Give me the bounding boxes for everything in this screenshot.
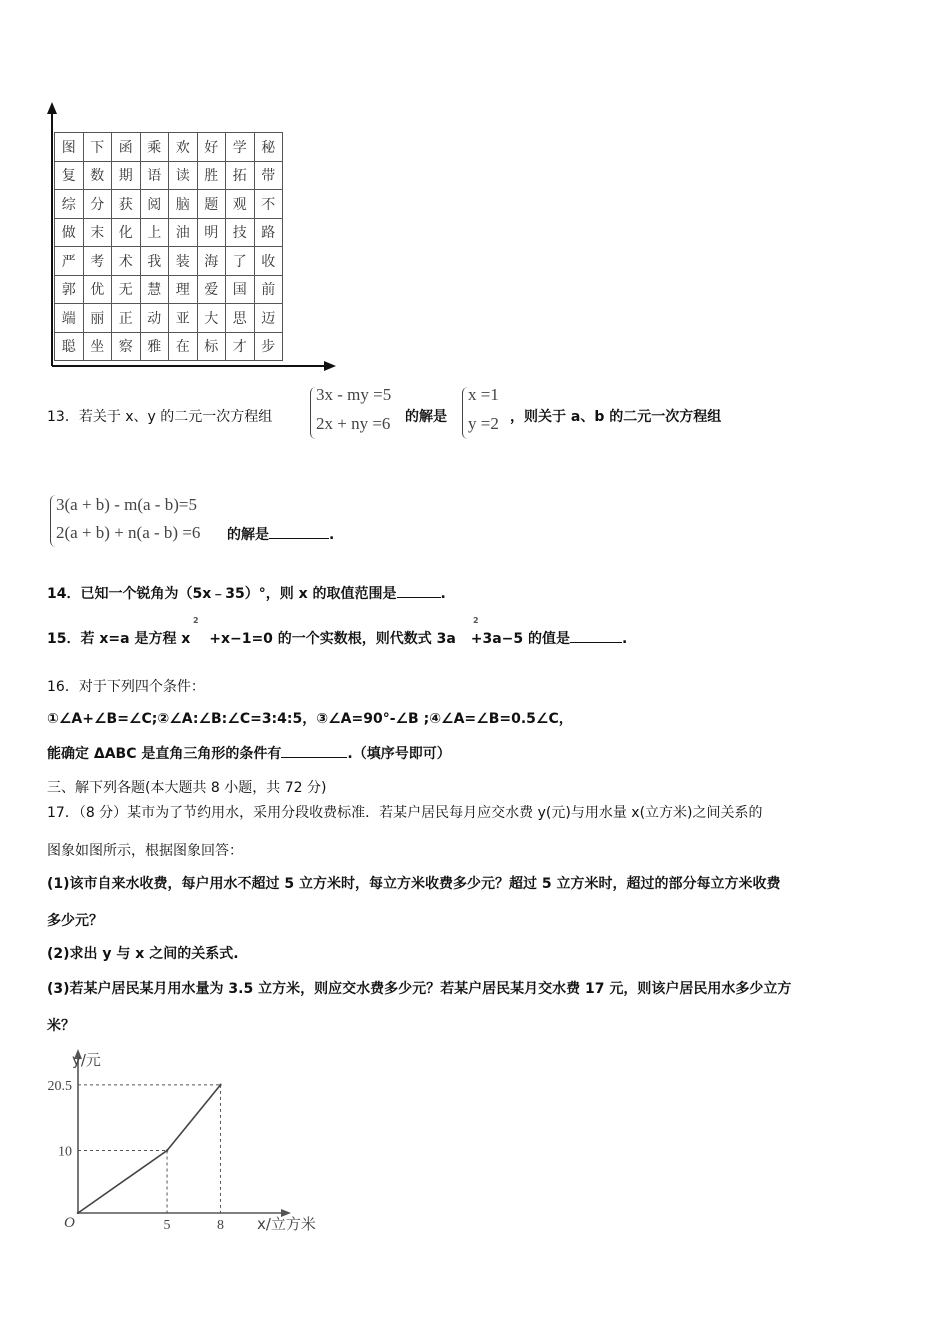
grid-cell: 海 [197, 247, 226, 276]
grid-cell: 装 [169, 247, 198, 276]
grid-cell: 无 [112, 275, 141, 304]
grid-cell: 做 [55, 218, 84, 247]
data-point [166, 1149, 168, 1151]
grid-cell: 函 [112, 133, 141, 162]
grid-cell: 端 [55, 304, 84, 333]
grid-cell: 收 [254, 247, 283, 276]
grid-cell: 脑 [169, 190, 198, 219]
section-3-title: 三、解下列各题(本大题共 8 小题，共 72 分) [47, 780, 327, 796]
grid-cell: 油 [169, 218, 198, 247]
grid-cell: 郭 [55, 275, 84, 304]
grid-cell: 下 [83, 133, 112, 162]
q13-sol-row2: y =2 [468, 414, 499, 433]
grid-cell: 阅 [140, 190, 169, 219]
grid-cell: 上 [140, 218, 169, 247]
q17-line3: (1)该市自来水收费，每户用水不超过 5 立方米时，每立方米收费多少元？超过 5 立方米时，超过的部分每立方米收费 [47, 876, 781, 892]
grid-cell: 优 [83, 275, 112, 304]
grid-cell: 末 [83, 218, 112, 247]
grid-cell: 严 [55, 247, 84, 276]
x-tick-label: 5 [163, 1218, 171, 1233]
q13-suffix: ，则关于 a、b 的二元一次方程组 [510, 409, 722, 425]
grid-cell: 秘 [254, 133, 283, 162]
grid-cell: 术 [112, 247, 141, 276]
q13-sys1-row1: 3x - my =5 [316, 385, 392, 404]
grid-cell: 化 [112, 218, 141, 247]
q13-prefix: 13．若关于 x、y 的二元一次方程组 [47, 409, 273, 425]
grid-cell: 标 [197, 332, 226, 361]
question-13-system2 [47, 495, 547, 551]
grid-cell: 学 [226, 133, 255, 162]
grid-cell: 步 [254, 332, 283, 361]
q17-line2: 图象如图所示，根据图象回答： [47, 843, 243, 859]
grid-cell: 聪 [55, 332, 84, 361]
grid-row [55, 304, 283, 333]
q17-line6: (3)若某户居民某月用水量为 3.5 立方米，则应交水费多少元？若某户居民某月交水费 17 元，则该户居民用水多少立方 [47, 981, 792, 997]
grid-cell: 才 [226, 332, 255, 361]
grid-cell: 正 [112, 304, 141, 333]
grid-row [55, 161, 283, 190]
grid-cell: 思 [226, 304, 255, 333]
q15-part1: 15．若 x=a 是方程 x [47, 631, 191, 647]
fee-line-series [78, 1085, 220, 1213]
grid-cell: 乘 [140, 133, 169, 162]
q17-line1: 17．（8 分）某市为了节约用水，采用分段收费标准．若某户居民每月应交水费 y(元)与用水量 x(立方米)之间关系的 [47, 805, 763, 821]
grid-row [55, 247, 283, 276]
y-tick-label: 10 [58, 1144, 72, 1160]
grid-cell: 国 [226, 275, 255, 304]
grid-cell: 坐 [83, 332, 112, 361]
char-grid-table [54, 132, 283, 361]
answer-blank-13[interactable] [269, 524, 329, 539]
q13-sys1-row2: 2x + ny =6 [316, 414, 391, 433]
grid-cell: 综 [55, 190, 84, 219]
grid-row [55, 133, 283, 162]
answer-blank-15[interactable] [570, 628, 622, 643]
grid-cell: 迈 [254, 304, 283, 333]
grid-cell: 考 [83, 247, 112, 276]
grid-cell: 大 [197, 304, 226, 333]
grid-cell: 胜 [197, 161, 226, 190]
grid-cell: 数 [83, 161, 112, 190]
grid-cell: 了 [226, 247, 255, 276]
grid-cell: 在 [169, 332, 198, 361]
grid-cell: 技 [226, 218, 255, 247]
grid-cell: 图 [55, 133, 84, 162]
grid-cell: 题 [197, 190, 226, 219]
grid-cell: 语 [140, 161, 169, 190]
water-fee-chart [40, 1045, 340, 1240]
q17-line7: 米？ [47, 1018, 75, 1034]
data-point [219, 1084, 221, 1086]
character-grid-figure [40, 100, 340, 375]
grid-cell: 分 [83, 190, 112, 219]
grid-cell: 好 [197, 133, 226, 162]
origin-label: O [64, 1215, 75, 1231]
grid-cell: 获 [112, 190, 141, 219]
grid-cell: 读 [169, 161, 198, 190]
q14-text: 14．已知一个锐角为（5x﹣35）°，则 x 的取值范围是 [47, 586, 397, 602]
question-13 [47, 387, 907, 443]
grid-cell: 亚 [169, 304, 198, 333]
q13-tail: 的解是 . [227, 524, 334, 544]
q15-sup2: 2 [473, 616, 479, 625]
q13-sol-row1: x =1 [468, 385, 499, 404]
grid-cell: 明 [197, 218, 226, 247]
x-tick-label: 8 [216, 1218, 224, 1233]
grid-cell: 路 [254, 218, 283, 247]
q15-part3: +3a−5 的值是 [470, 631, 570, 647]
grid-cell: 带 [254, 161, 283, 190]
y-arrow-icon [47, 102, 57, 114]
grid-row [55, 332, 283, 361]
grid-cell: 动 [140, 304, 169, 333]
grid-cell: 爱 [197, 275, 226, 304]
grid-cell: 欢 [169, 133, 198, 162]
grid-cell: 慧 [140, 275, 169, 304]
x-arrow-icon [324, 361, 336, 371]
q13-sys2-row1: 3(a + b) - m(a - b)=5 [56, 495, 197, 514]
question-15: 15．若 x=a 是方程 x 2 +x−1=0 的一个实数根，则代数式 3a 2 +3a−5 的值是 . [47, 616, 628, 647]
q16-line1: 16．对于下列四个条件： [47, 679, 205, 695]
answer-blank-16[interactable] [281, 743, 347, 758]
grid-row [55, 218, 283, 247]
q17-line5: (2)求出 y 与 x 之间的关系式. [47, 946, 239, 962]
q16-line2: ①∠A+∠B=∠C;②∠A:∠B:∠C=3:4:5，③∠A=90°-∠B ;④∠A=∠B=0.5∠C， [47, 711, 573, 727]
grid-cell: 拓 [226, 161, 255, 190]
grid-row [55, 275, 283, 304]
grid-cell: 我 [140, 247, 169, 276]
grid-cell: 察 [112, 332, 141, 361]
grid-cell: 丽 [83, 304, 112, 333]
x-axis-label: x/立方米 [257, 1215, 316, 1233]
grid-row [55, 190, 283, 219]
q16-line3: 能确定 ΔABC 是直角三角形的条件有 .（填序号即可） [47, 743, 451, 763]
q17-line4: 多少元？ [47, 913, 103, 929]
grid-cell: 复 [55, 161, 84, 190]
q13-sys2-row2: 2(a + b) + n(a - b) =6 [56, 523, 201, 542]
q15-sup1: 2 [193, 616, 199, 625]
answer-blank-14[interactable] [397, 583, 441, 598]
grid-cell: 观 [226, 190, 255, 219]
grid-cell: 前 [254, 275, 283, 304]
grid-cell: 理 [169, 275, 198, 304]
grid-cell: 雅 [140, 332, 169, 361]
question-14: 14．已知一个锐角为（5x﹣35）°，则 x 的取值范围是 . [47, 583, 446, 603]
grid-cell: 期 [112, 161, 141, 190]
grid-cell: 不 [254, 190, 283, 219]
y-tick-label: 20.5 [47, 1078, 72, 1094]
q13-mid: 的解是 [405, 409, 447, 425]
y-axis-label: y/元 [72, 1051, 101, 1069]
data-point [77, 1212, 79, 1214]
q15-part2: +x−1=0 的一个实数根，则代数式 3a [209, 631, 456, 647]
